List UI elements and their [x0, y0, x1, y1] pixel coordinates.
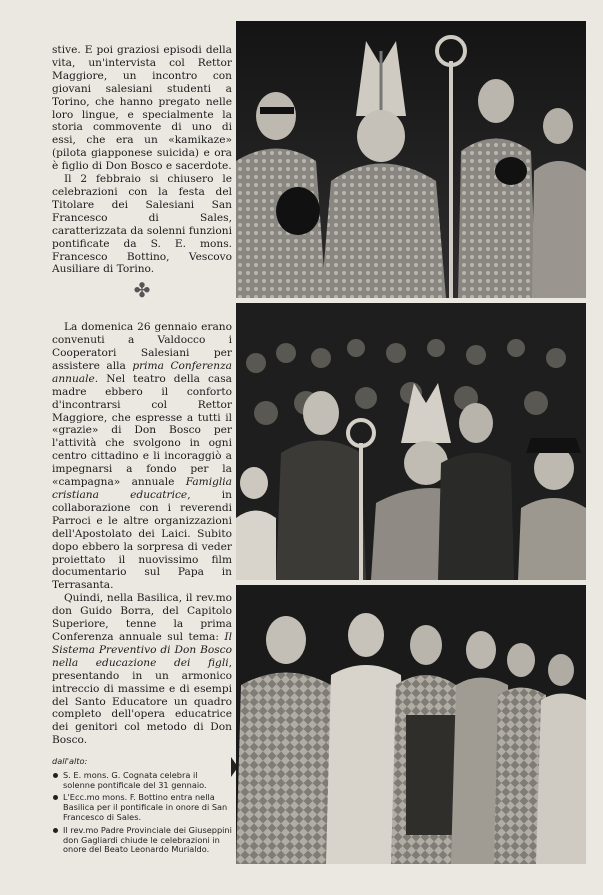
p4-text-a: Quindi, nella Basilica, il rev.mo don Guido Borra, del Capitolo Superiore, tenne la prima Conferenza annuale sul tema: — [52, 592, 232, 643]
p3-text-a: La domenica 26 gennaio erano convenuti a Valdocco i Cooperatori Salesiani per assistere alla — [52, 321, 232, 372]
article-paragraph-1: stive. E poi graziosi episodi della vita, un'intervista col Rettor Maggiore, un incontro con giovani salesiani studenti a Torino, che hanno pregato nelle loro lingue, e specialmente la storia commovente di uno di essi, che era un «kamikaze» (pilota giapponese suicida) e ora è figlio di Don Bosco e sacerdote. — [52, 44, 232, 173]
p3-emphasis-1: prima Conferenza annuale — [52, 359, 232, 385]
caption-heading: dall'alto: — [52, 756, 88, 766]
caption-list — [52, 771, 232, 855]
photo-captions — [52, 757, 232, 858]
p3-emphasis-2: Famiglia cristiana educatrice — [52, 476, 232, 501]
article-paragraph-3 — [52, 321, 232, 592]
photo-1-illustration — [236, 21, 586, 298]
caption-item-3: Il rev.mo Padre Provinciale dei Giuseppini don Gagliardi chiude le celebrazioni in onore del Beato Leonardo Murialdo. — [52, 826, 232, 855]
p4-text-b: , presentando in un armonico intreccio di massime e di esempi del Santo Educatore un quadro completo dell'opera educatrice dei genitori col metodo di Don Bosco. — [52, 656, 232, 747]
caption-item-2: L'Ecc.mo mons. F. Bottino entra nella Basilica per il pontificale in onore di San Francesco di Sales. — [52, 793, 232, 822]
article-paragraph-4 — [52, 592, 232, 747]
photo-procession — [236, 585, 586, 864]
photo-pontifical-mass — [236, 21, 586, 298]
article-column — [52, 44, 232, 747]
photo-3-illustration — [236, 585, 586, 864]
ornament-icon: ✤ — [133, 278, 151, 303]
photo-bishop-entry — [236, 303, 586, 580]
caption-item-1: S. E. mons. G. Cognata celebra il solenne pontificale del 31 gennaio. — [52, 771, 232, 791]
p3-text-c: , in collaborazione con i reverendi Parroci e le altre organizzazioni dell'Apostolato dei Laici. Subito dopo ebbero la sorpresa di veder proiettato il nuovissimo film documentario sul Papa in Terrasanta. — [52, 489, 232, 592]
p3-text-b: . Nel teatro della casa madre ebbero il conforto d'incontrarsi col Rettor Maggiore, che espresse a tutti il «grazie» di Don Bosco per l'attività che svolgono in ogni centro cittadino e li incoraggiò a impegnarsi a fondo per la «campagna» annuale — [52, 372, 232, 489]
article-paragraph-2: Il 2 febbraio si chiusero le celebrazioni con la festa del Titolare dei Salesiani San Francesco di Sales, caratterizzata da solenni funzioni pontificate da S. E. mons. Francesco Bottino, Vescovo Ausiliare di Torino. — [52, 173, 232, 276]
photo-2-illustration — [236, 303, 586, 580]
p4-emphasis: Il Sistema Preventivo di Don Bosco nella educazione dei figli — [52, 630, 232, 669]
